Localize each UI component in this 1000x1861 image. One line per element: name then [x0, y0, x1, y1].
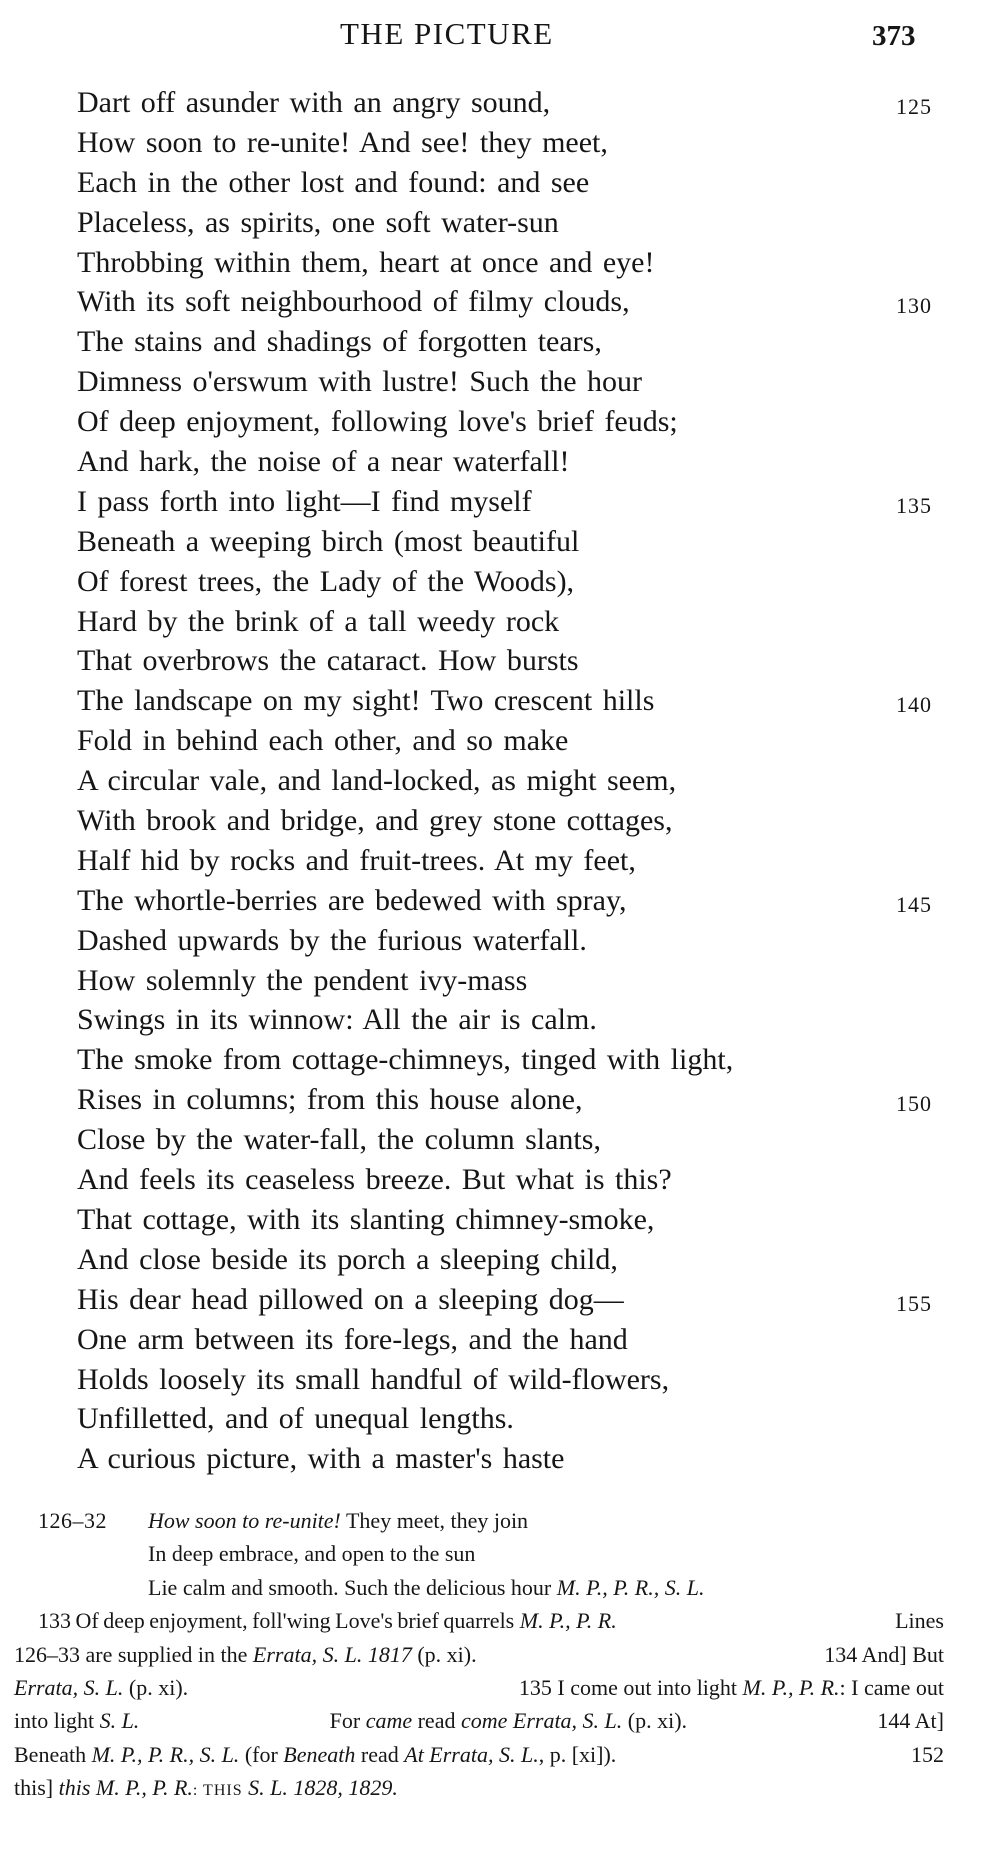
poem-line [0, 164, 1000, 204]
poem-line [0, 1440, 1000, 1480]
verse-text: Dimness o'erswum with lustre! Such the hour [77, 365, 643, 399]
poem-line [0, 802, 1000, 842]
poem-line [0, 323, 1000, 363]
verse-text: Fold in behind each other, and so make [77, 724, 569, 758]
verse-text: Swings in its winnow: All the air is calm. [77, 1003, 597, 1037]
poem-line [0, 962, 1000, 1002]
note-text: How soon to re-unite! They meet, they join [148, 1508, 529, 1533]
verse-text: Rises in columns; from this house alone, [77, 1083, 583, 1117]
note-row [0, 1673, 1000, 1706]
poem-line [0, 204, 1000, 244]
note-text: In deep embrace, and open to the sun [148, 1541, 476, 1567]
note-text: 126–33 are supplied in the Errata, S. L. 1817 (p. xi). 134 And] But [14, 1641, 944, 1667]
verse-text: Dashed upwards by the furious waterfall. [77, 923, 587, 957]
verse-text: Of forest trees, the Lady of the Woods), [77, 564, 575, 598]
verse-text: The stains and shadings of forgotten tears, [77, 325, 602, 359]
poem-line [0, 722, 1000, 762]
verse-text: Unfilletted, and of unequal lengths. [77, 1402, 514, 1436]
verse-text: With its soft neighbourhood of filmy clouds, [77, 285, 630, 319]
poem-line [0, 563, 1000, 603]
poem-line [0, 283, 1000, 323]
verse-text: Beneath a weeping birch (most beautiful [77, 524, 580, 558]
verse-text: Close by the water-fall, the column slants, [77, 1123, 601, 1157]
note-row [0, 1606, 1000, 1639]
poem-line [0, 603, 1000, 643]
verse-text: The whortle-berries are bedewed with spray, [77, 883, 627, 917]
note-text: Errata, S. L. (p. xi). 135 I come out into light M. P., P. R.: I came out [14, 1674, 944, 1700]
verse-text: Holds loosely its small handful of wild-flowers, [77, 1362, 670, 1396]
poem-line [0, 124, 1000, 164]
poem-text [0, 84, 1000, 1480]
poem-line [0, 882, 1000, 922]
verse-text: Dart off asunder with an angry sound, [77, 86, 551, 119]
note-row [0, 1740, 1000, 1773]
line-number: 125 [896, 94, 932, 119]
note-row [0, 1773, 1000, 1806]
verse-text: The landscape on my sight! Two crescent hills [77, 684, 655, 718]
verse-text: With brook and bridge, and grey stone cottages, [77, 804, 673, 838]
poem-line [0, 1001, 1000, 1041]
verse-text: How solemnly the pendent ivy-mass [77, 963, 528, 997]
poem-line [0, 1400, 1000, 1440]
poem-line [0, 1081, 1000, 1121]
poem-line [0, 244, 1000, 284]
verse-text: Placeless, as spirits, one soft water-sun [77, 205, 559, 239]
textual-notes [0, 1506, 1000, 1807]
note-line-ref: 126–32 [38, 1508, 107, 1533]
line-number: 135 [896, 492, 932, 518]
poem-line [0, 443, 1000, 483]
note-row [0, 1573, 1000, 1606]
line-number: 140 [896, 692, 932, 718]
poem-line [0, 1361, 1000, 1401]
line-number: 130 [896, 293, 932, 319]
note-text: this] this M. P., P. R.: THIS S. L. 1828, 1829. [14, 1775, 398, 1801]
note-text: into light S. L. For came read come Errata, S. L. (p. xi). 144 At] [14, 1708, 944, 1734]
verse-text: One arm between its fore-legs, and the hand [77, 1322, 628, 1356]
line-number: 155 [896, 1290, 932, 1316]
poem-line [0, 922, 1000, 962]
poem-line [0, 842, 1000, 882]
verse-text: I pass forth into light—I find myself [77, 484, 532, 518]
note-text: 133 Of deep enjoyment, foll'wing Love's brief quarrels M. P., P. R. Lines [38, 1608, 944, 1634]
verse-text: And hark, the noise of a near waterfall! [77, 445, 570, 479]
verse-text: Throbbing within them, heart at once and eye! [77, 245, 655, 279]
note-text: Beneath M. P., P. R., S. L. (for Beneath read At Errata, S. L., p. [xi]). 152 [14, 1741, 944, 1767]
line-number: 145 [896, 891, 932, 917]
verse-text: That overbrows the cataract. How bursts [77, 644, 579, 678]
poem-line [0, 642, 1000, 682]
poem-line [0, 363, 1000, 403]
note-row [0, 1640, 1000, 1673]
verse-text: And feels its ceaseless breeze. But what is this? [77, 1163, 672, 1197]
verse-text: That cottage, with its slanting chimney-smoke, [77, 1202, 655, 1236]
verse-text: The smoke from cottage-chimneys, tinged with light, [77, 1043, 734, 1077]
verse-text: A curious picture, with a master's haste [77, 1442, 565, 1476]
poem-line [0, 1321, 1000, 1361]
verse-text: His dear head pillowed on a sleeping dog— [77, 1282, 624, 1316]
poem-line [0, 1041, 1000, 1081]
poem-line [0, 762, 1000, 802]
poem-line [0, 682, 1000, 722]
verse-text: Of deep enjoyment, following love's brief feuds; [77, 405, 678, 439]
poem-line [0, 1121, 1000, 1161]
poem-line [0, 1161, 1000, 1201]
verse-text: Each in the other lost and found: and see [77, 165, 590, 199]
verse-text: Hard by the brink of a tall weedy rock [77, 604, 560, 638]
verse-text: Half hid by rocks and fruit-trees. At my feet, [77, 843, 636, 877]
page-number: 373 [872, 20, 916, 52]
poem-line [0, 483, 1000, 523]
poem-line [0, 1241, 1000, 1281]
verse-text: And close beside its porch a sleeping child, [77, 1242, 618, 1276]
line-number: 150 [896, 1091, 932, 1117]
running-title: THE PICTURE [340, 16, 554, 51]
verse-text: How soon to re-unite! And see! they meet, [77, 125, 608, 159]
poem-line [0, 403, 1000, 443]
page-header [0, 16, 1000, 56]
note-text: Lie calm and smooth. Such the delicious hour M. P., P. R., S. L. [148, 1574, 705, 1600]
poem-line [0, 523, 1000, 563]
note-row [0, 1506, 1000, 1539]
poem-line [0, 1201, 1000, 1241]
poem-line [0, 84, 1000, 124]
poem-line [0, 1281, 1000, 1321]
verse-text: A circular vale, and land-locked, as might seem, [77, 764, 677, 798]
note-row [0, 1706, 1000, 1739]
note-row [0, 1539, 1000, 1572]
